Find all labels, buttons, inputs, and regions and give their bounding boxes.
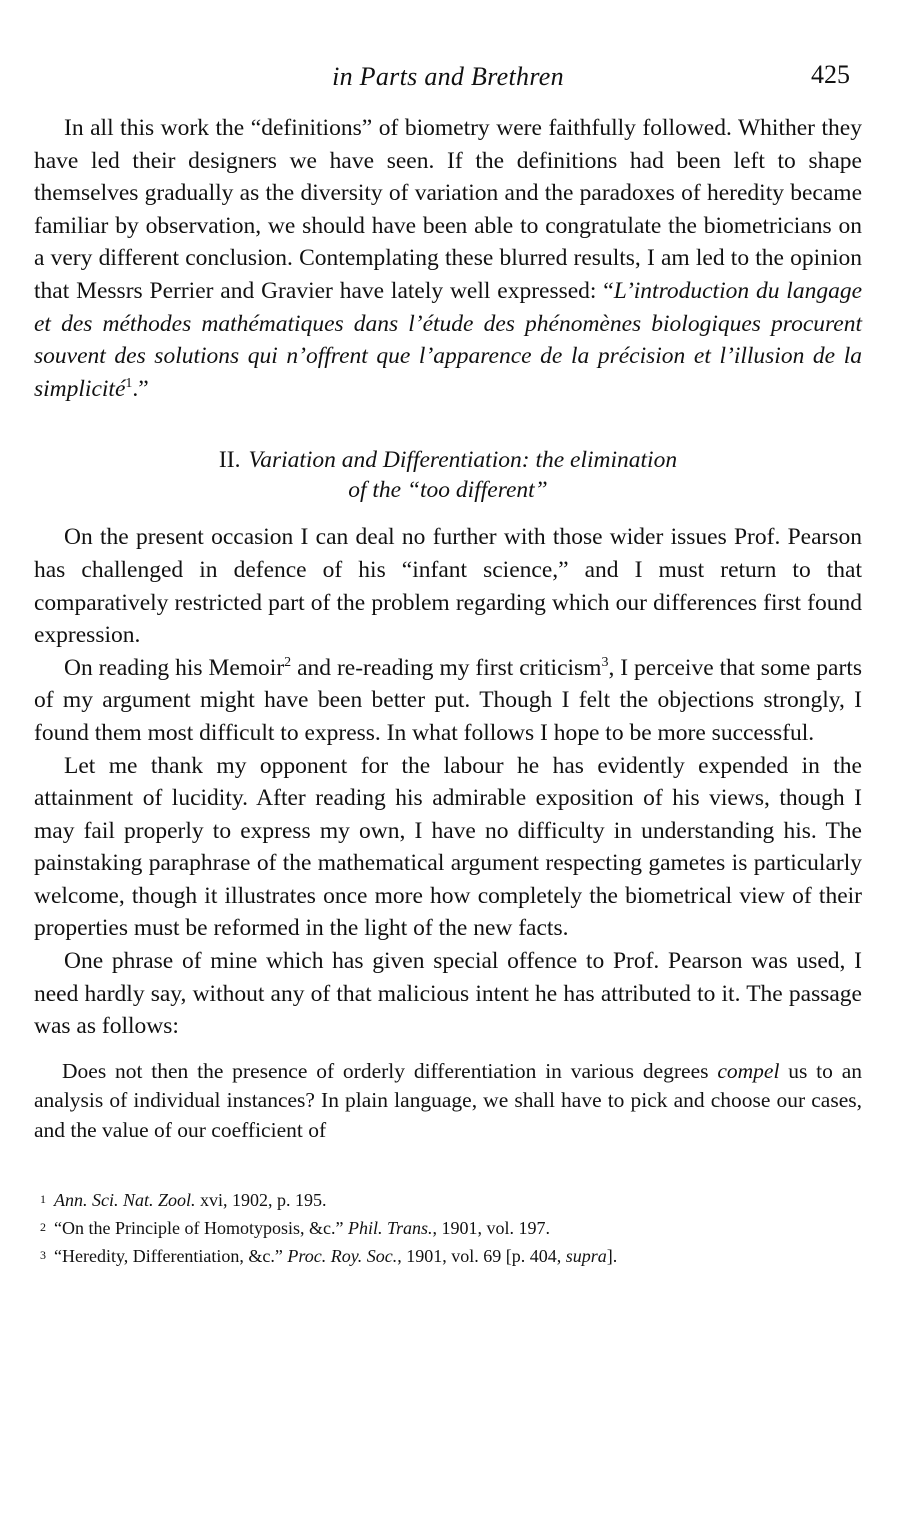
footnote-title: “Heredity, Differentiation, &c.” bbox=[54, 1246, 288, 1267]
footnote-mark: 3 bbox=[40, 1248, 46, 1263]
footnote-1 bbox=[34, 1187, 862, 1213]
footnote-journal: Phil. Trans. bbox=[347, 1218, 433, 1239]
section-heading bbox=[34, 445, 862, 505]
footnote-citation: xvi, 1902, p. 195. bbox=[195, 1190, 327, 1211]
french-quotation: L’introduction du langage et des méthodes mathématiques dans l’étude des phénomènes biologiques procurent souvent des solutions qui n’offrent que l’apparence de la précision et l’illusion de la simplicité bbox=[34, 277, 863, 402]
block-quotation-text-a: Does not then the presence of orderly differentiation in various degrees bbox=[62, 1058, 718, 1083]
paragraph-4: Let me thank my opponent for the labour he has evidently expended in the attainment of lucidity. After reading his admirable exposition of his views, though I may fail properly to express my own, I have no difficulty in understanding his. The painstaking paraphrase of the mathematical argument respecting gametes is particularly welcome, though it illustrates once more how completely the biometrical view of their properties must be reformed in the light of the new facts. bbox=[34, 752, 862, 942]
footnote-3 bbox=[34, 1243, 862, 1269]
paragraph-1-text: In all this work the “definitions” of biometry were faithfully followed. Whither they have led their designers we have seen. If the definitions had been left to shape themselves gradually as the diversity of variation and the paradoxes of heredity became familiar by observation, we should have been able to congratulate the biometricians on a very different conclusion. Contemplating these blurred results, I am led to the opinion that Messrs Perrier and Gravier have lately well expressed: “ bbox=[34, 115, 862, 304]
footnote-mark: 2 bbox=[40, 1220, 46, 1235]
section-title-line-2: of the “too different” bbox=[348, 477, 548, 504]
paragraph-3-text-c: , I perceive that some parts of my argument might have been better put. Though I felt the objections strongly, I found them most difficult to express. In what follows I hope to be more successful. bbox=[34, 654, 862, 746]
section-number: II. bbox=[218, 447, 241, 474]
book-page bbox=[34, 58, 862, 1271]
footnote-end: ]. bbox=[606, 1246, 618, 1267]
footnote-journal: Ann. Sci. Nat. Zool. bbox=[54, 1190, 196, 1211]
paragraph-3 bbox=[34, 652, 862, 750]
footnote-citation: , 1901, vol. 69 [p. 404, bbox=[397, 1246, 566, 1267]
page-header bbox=[34, 58, 862, 98]
paragraph-2: On the present occasion I can deal no further with those wider issues Prof. Pearson has challenged in defence of his “infant science,” and I must return to that comparatively restricted part of the problem regarding which our differences first found expression. bbox=[34, 524, 862, 649]
section-title-line-1: Variation and Differentiation: the elimination bbox=[248, 447, 678, 474]
running-title: in Parts and Brethren bbox=[332, 62, 564, 91]
paragraph-1-end: .” bbox=[132, 375, 149, 402]
page-number: 425 bbox=[811, 60, 850, 89]
footnote-ref-3: 3 bbox=[601, 654, 609, 670]
block-quotation-emphasis: compel bbox=[717, 1058, 780, 1083]
paragraph-3-text-a: On reading his Memoir bbox=[64, 654, 285, 681]
footnote-mark: 1 bbox=[40, 1192, 46, 1207]
footnote-ref-2: 2 bbox=[284, 654, 292, 670]
footnote-2 bbox=[34, 1215, 862, 1241]
footnote-supra: supra bbox=[565, 1246, 607, 1267]
paragraph-5: One phrase of mine which has given special offence to Prof. Pearson was used, I need hardly say, without any of that malicious intent he has attributed to it. The passage was as follows: bbox=[34, 948, 862, 1040]
paragraph-1 bbox=[34, 112, 862, 405]
footnotes bbox=[34, 1187, 862, 1269]
footnote-title: “On the Principle of Homotyposis, &c.” bbox=[54, 1218, 348, 1239]
paragraph-3-text-b: and re-reading my first criticism bbox=[291, 654, 602, 681]
block-quotation-text-b: us to an analysis of individual instances? In plain language, we shall have to pick and choose our cases, and the value of our coefficient of bbox=[34, 1058, 862, 1142]
footnote-citation: , 1901, vol. 197. bbox=[432, 1218, 550, 1239]
footnote-journal: Proc. Roy. Soc. bbox=[287, 1246, 398, 1267]
block-quotation bbox=[34, 1057, 862, 1146]
footnote-ref-1: 1 bbox=[125, 375, 133, 391]
body-text bbox=[34, 112, 862, 1043]
